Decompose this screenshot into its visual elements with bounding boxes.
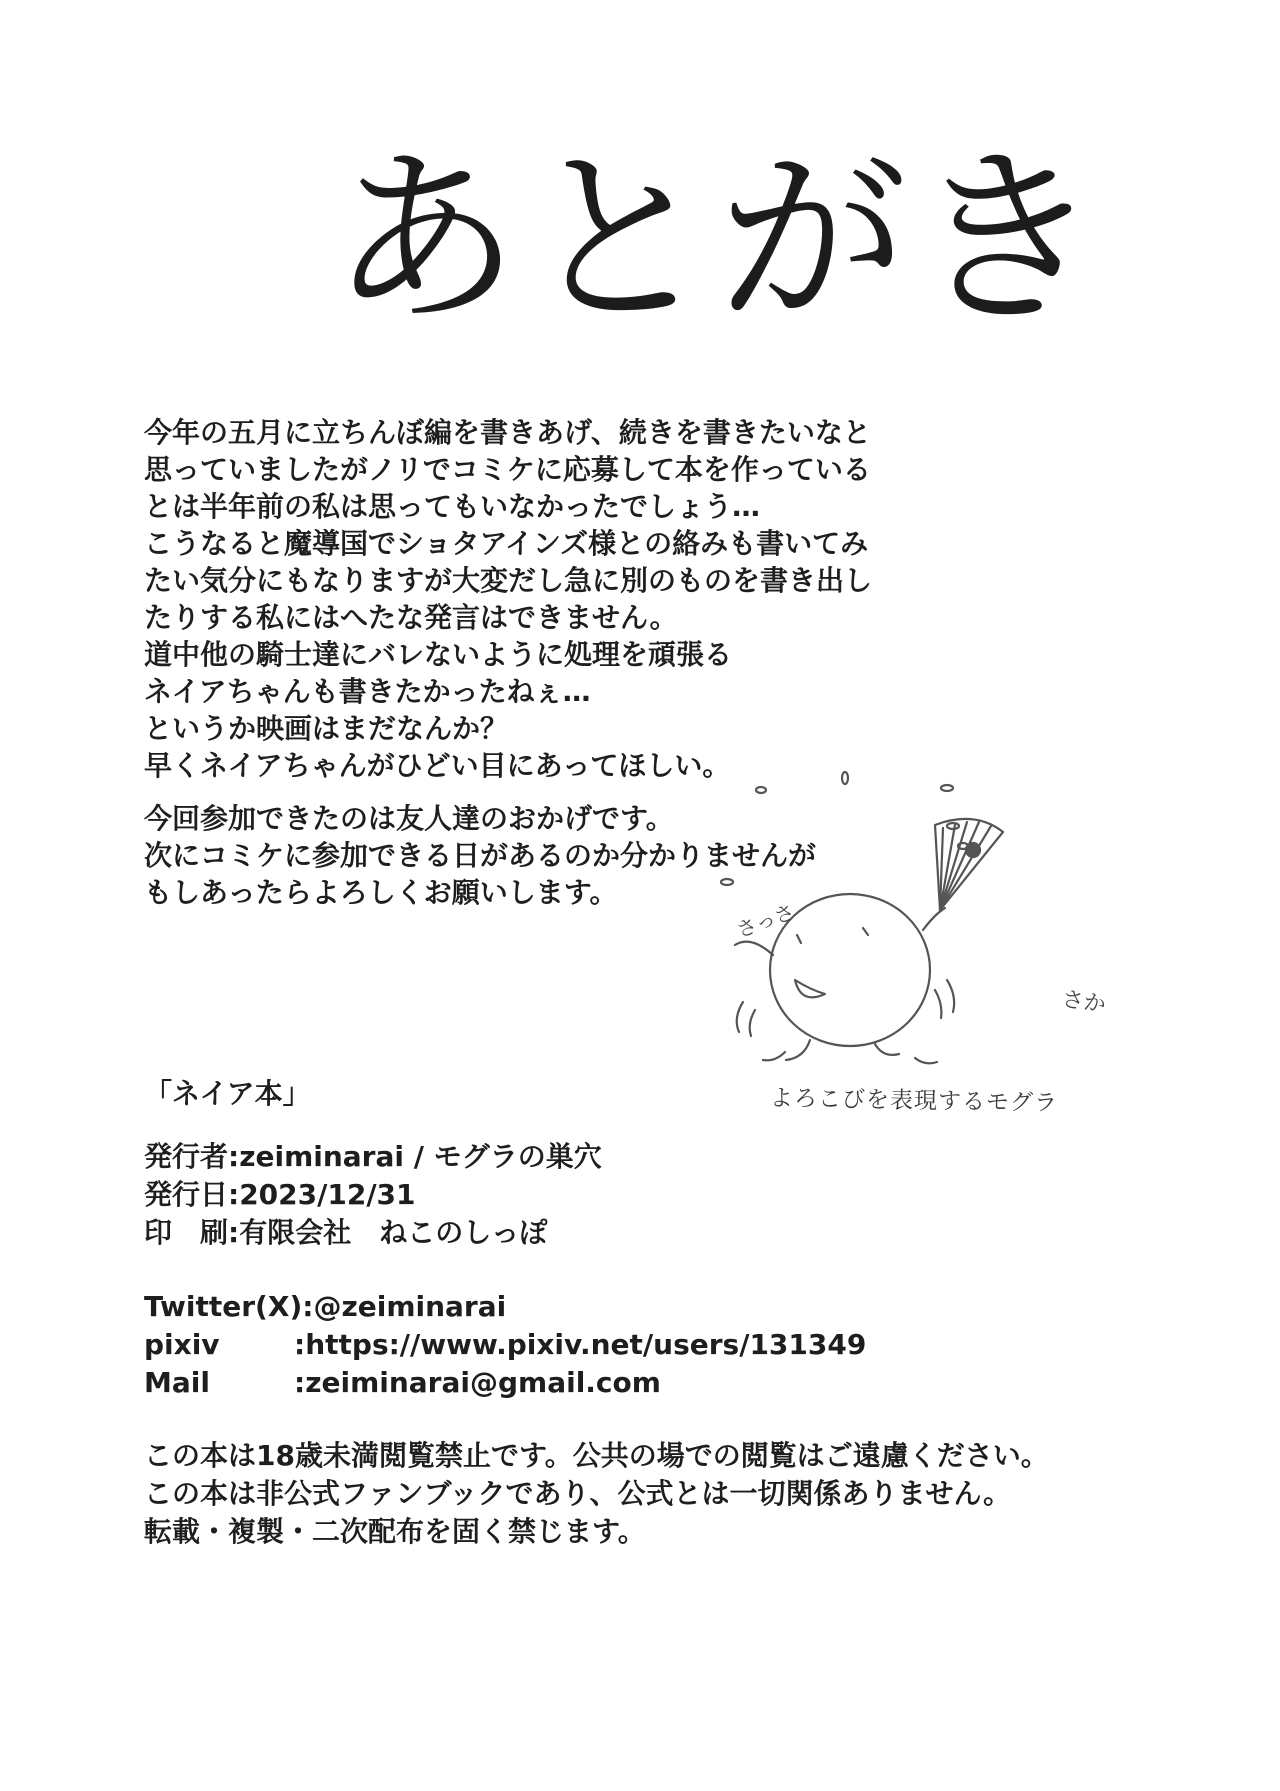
mole-foot-right [875,1044,899,1055]
book-title: 「ネイア本」 [144,1077,311,1110]
afterword-paragraph-1 [144,414,872,784]
drop [941,785,953,791]
mole-mouth [795,980,825,997]
contact-value: :https://www.pixiv.net/users/131349 [294,1328,867,1361]
text-line: たい気分にもなりますが大変だし急に別のものを書き出し [144,564,873,597]
contact-label: Mail [144,1366,210,1399]
motion-line [935,990,941,1018]
notices [144,1437,1049,1551]
text-line: 思っていましたがノリでコミケに応募して本を作っている [144,453,871,486]
fan-icon [935,819,1003,910]
drop [756,787,766,793]
notice-line: この本は18歳未満閲覧禁止です。公共の場での閲覧はご遠慮ください。 [144,1439,1049,1472]
motion-line [947,980,954,1012]
mole-illustration [685,770,1125,1120]
motion-line [750,1010,755,1036]
contacts [144,1288,866,1402]
text-line: 早くネイアちゃんがひどい目にあってほしい。 [144,749,731,782]
mole-foot-left [786,1040,810,1060]
mole-eye-right [863,928,868,935]
text-line: ネイアちゃんも書きたかったねぇ… [144,675,591,708]
notice-line: 転載・複製・二次配布を固く禁じます。 [144,1515,646,1548]
sfx-text: さか [1060,987,1108,1018]
contact-twitter [144,1288,866,1326]
text-line: 次にコミケに参加できる日があるのか分かりませんが [144,839,817,872]
text-line: 道中他の騎士達にバレないように処理を頑張る [144,638,733,671]
contact-value: :@zeiminarai [302,1290,507,1323]
contact-mail [144,1364,866,1402]
text-line: 今回参加できたのは友人達のおかげです。 [144,802,674,835]
printer-line: 印 刷:有限会社 ねこのしっぽ [144,1216,548,1249]
text-line: こうなると魔導国でショタアインズ様との絡みも書いてみ [144,527,869,560]
motion-line [763,1052,785,1060]
text-line: というか映画はまだなんか？ [144,712,509,745]
drop [947,823,959,829]
illustration-caption: よろこびを表現するモグラ [769,1085,1059,1117]
mole-eye-left [797,935,801,943]
contact-label: pixiv [144,1328,220,1361]
mole-arm-right [923,908,945,930]
page-title: あとがき [330,129,1107,350]
date-line: 発行日:2023/12/31 [144,1178,416,1211]
contact-label: Twitter(X) [144,1290,303,1323]
colophon [144,1138,602,1252]
drop [721,879,733,885]
text-line: たりする私にはへたな発言はできません。 [144,601,678,634]
text-line: 今年の五月に立ちんぼ編を書きあげ、続きを書きたいなと [144,416,871,449]
text-line: とは半年前の私は思ってもいなかったでしょう… [144,490,761,523]
notice-line: この本は非公式ファンブックであり、公式とは一切関係ありません。 [144,1477,1012,1510]
drop [842,772,848,784]
contact-pixiv [144,1326,866,1364]
book-title-block [144,1075,311,1112]
sfx-text: さっさ [733,899,798,943]
text-line: もしあったらよろしくお願いします。 [144,876,618,909]
motion-line [915,1058,937,1063]
motion-line [737,1002,743,1032]
publisher-line: 発行者:zeiminarai / モグラの巣穴 [144,1140,602,1173]
contact-value: :zeiminarai@gmail.com [294,1366,661,1399]
mole-arm-left [735,942,773,955]
